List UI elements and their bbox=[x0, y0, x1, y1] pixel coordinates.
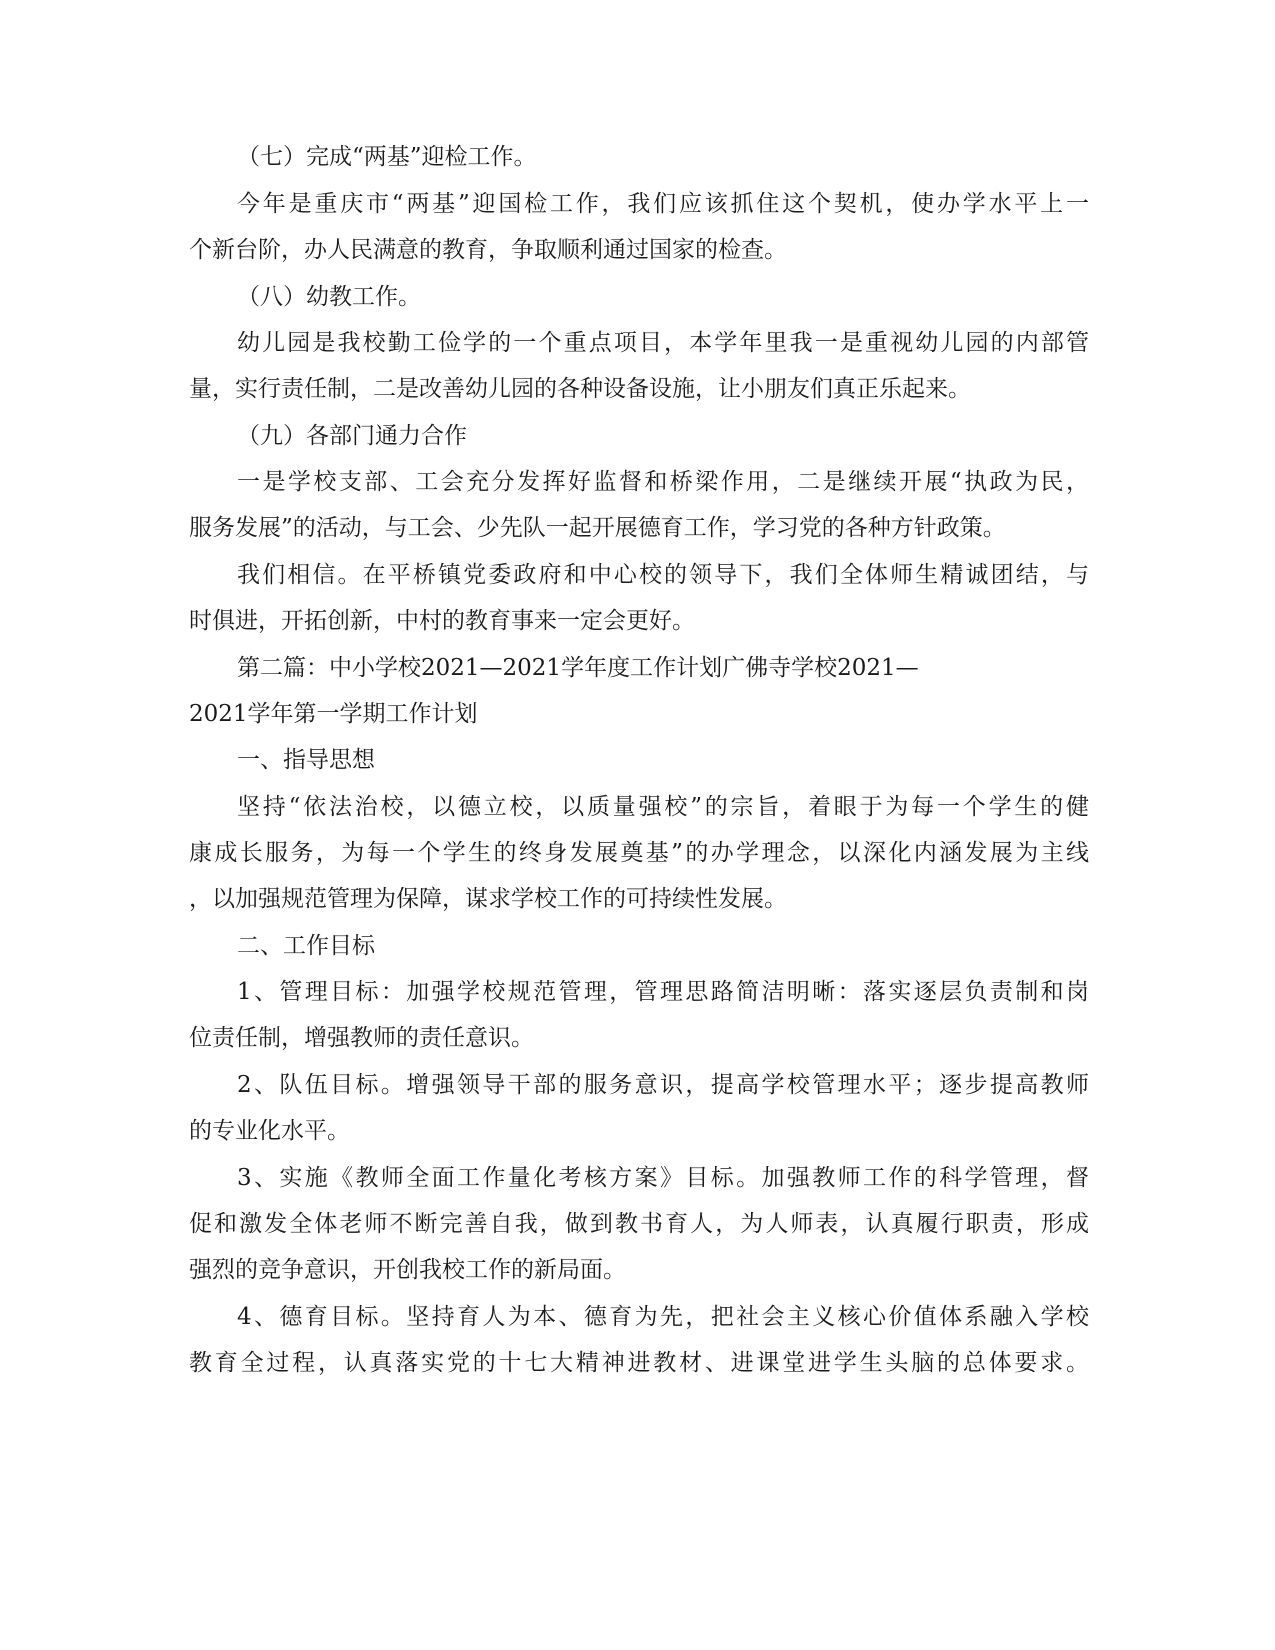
paragraph-line: 我们相信。在平桥镇党委政府和中心校的领导下，我们全体师生精诚团结，与 bbox=[237, 562, 1089, 588]
paragraph-line: 强烈的竞争意识，开创我校工作的新局面。 bbox=[189, 1257, 626, 1283]
paragraph-line: ，以加强规范管理为保障，谋求学校工作的可持续性发展。 bbox=[189, 886, 787, 912]
paragraph-line: 个新台阶，办人民满意的教育，争取顺利通过国家的检查。 bbox=[189, 237, 787, 263]
paragraph-line: 今年是重庆市“两基”迎国检工作，我们应该抓住这个契机，使办学水平上一 bbox=[237, 191, 1089, 217]
paragraph-line: 康成长服务，为每一个学生的终身发展奠基”的办学理念，以深化内涵发展为主线 bbox=[189, 840, 1089, 866]
paragraph-line: 时俱进，开拓创新，中村的教育事来一定会更好。 bbox=[189, 608, 695, 634]
section-heading-7: （七）完成“两基”迎检工作。 bbox=[237, 144, 537, 170]
paragraph-line: 2、队伍目标。增强领导干部的服务意识，提高学校管理水平；逐步提高教师 bbox=[237, 1072, 1089, 1098]
paragraph-line: 服务发展”的活动，与工会、少先队一起开展德育工作，学习党的各种方针政策。 bbox=[189, 515, 1006, 541]
paragraph-line: 1、管理目标：加强学校规范管理，管理思路简洁明晰：落实逐层负责制和岗 bbox=[237, 979, 1089, 1005]
paragraph-line: 量，实行责任制，二是改善幼儿园的各种设备设施，让小朋友们真正乐起来。 bbox=[189, 376, 971, 402]
paragraph-line: 的专业化水平。 bbox=[189, 1118, 350, 1144]
section-heading-guiding-thought: 一、指导思想 bbox=[237, 747, 375, 773]
section-heading-9: （九）各部门通力合作 bbox=[237, 423, 467, 449]
article-title-line: 2021学年第一学期工作计划 bbox=[189, 701, 478, 727]
paragraph-line: 一是学校支部、工会充分发挥好监督和桥梁作用，二是继续开展“执政为民， bbox=[237, 469, 1089, 495]
paragraph-line: 3、实施《教师全面工作量化考核方案》目标。加强教师工作的科学管理，督 bbox=[237, 1165, 1089, 1191]
section-heading-8: （八）幼教工作。 bbox=[237, 284, 421, 310]
paragraph-line: 位责任制，增强教师的责任意识。 bbox=[189, 1025, 534, 1051]
paragraph-line: 教育全过程，认真落实党的十七大精神进教材、进课堂进学生头脑的总体要求。 bbox=[189, 1350, 1089, 1376]
paragraph-line: 幼儿园是我校勤工俭学的一个重点项目，本学年里我一是重视幼儿园的内部管 bbox=[237, 330, 1089, 356]
section-heading-work-goals: 二、工作目标 bbox=[237, 933, 375, 959]
article-title-line: 第二篇：中小学校2021—2021学年度工作计划广佛寺学校2021— bbox=[237, 655, 919, 681]
paragraph-line: 促和激发全体老师不断完善自我，做到教书育人，为人师表，认真履行职责，形成 bbox=[189, 1211, 1089, 1237]
paragraph-line: 坚持“依法治校，以德立校，以质量强校”的宗旨，着眼于为每一个学生的健 bbox=[237, 794, 1089, 820]
paragraph-line: 4、德育目标。坚持育人为本、德育为先，把社会主义核心价值体系融入学校 bbox=[237, 1304, 1089, 1330]
